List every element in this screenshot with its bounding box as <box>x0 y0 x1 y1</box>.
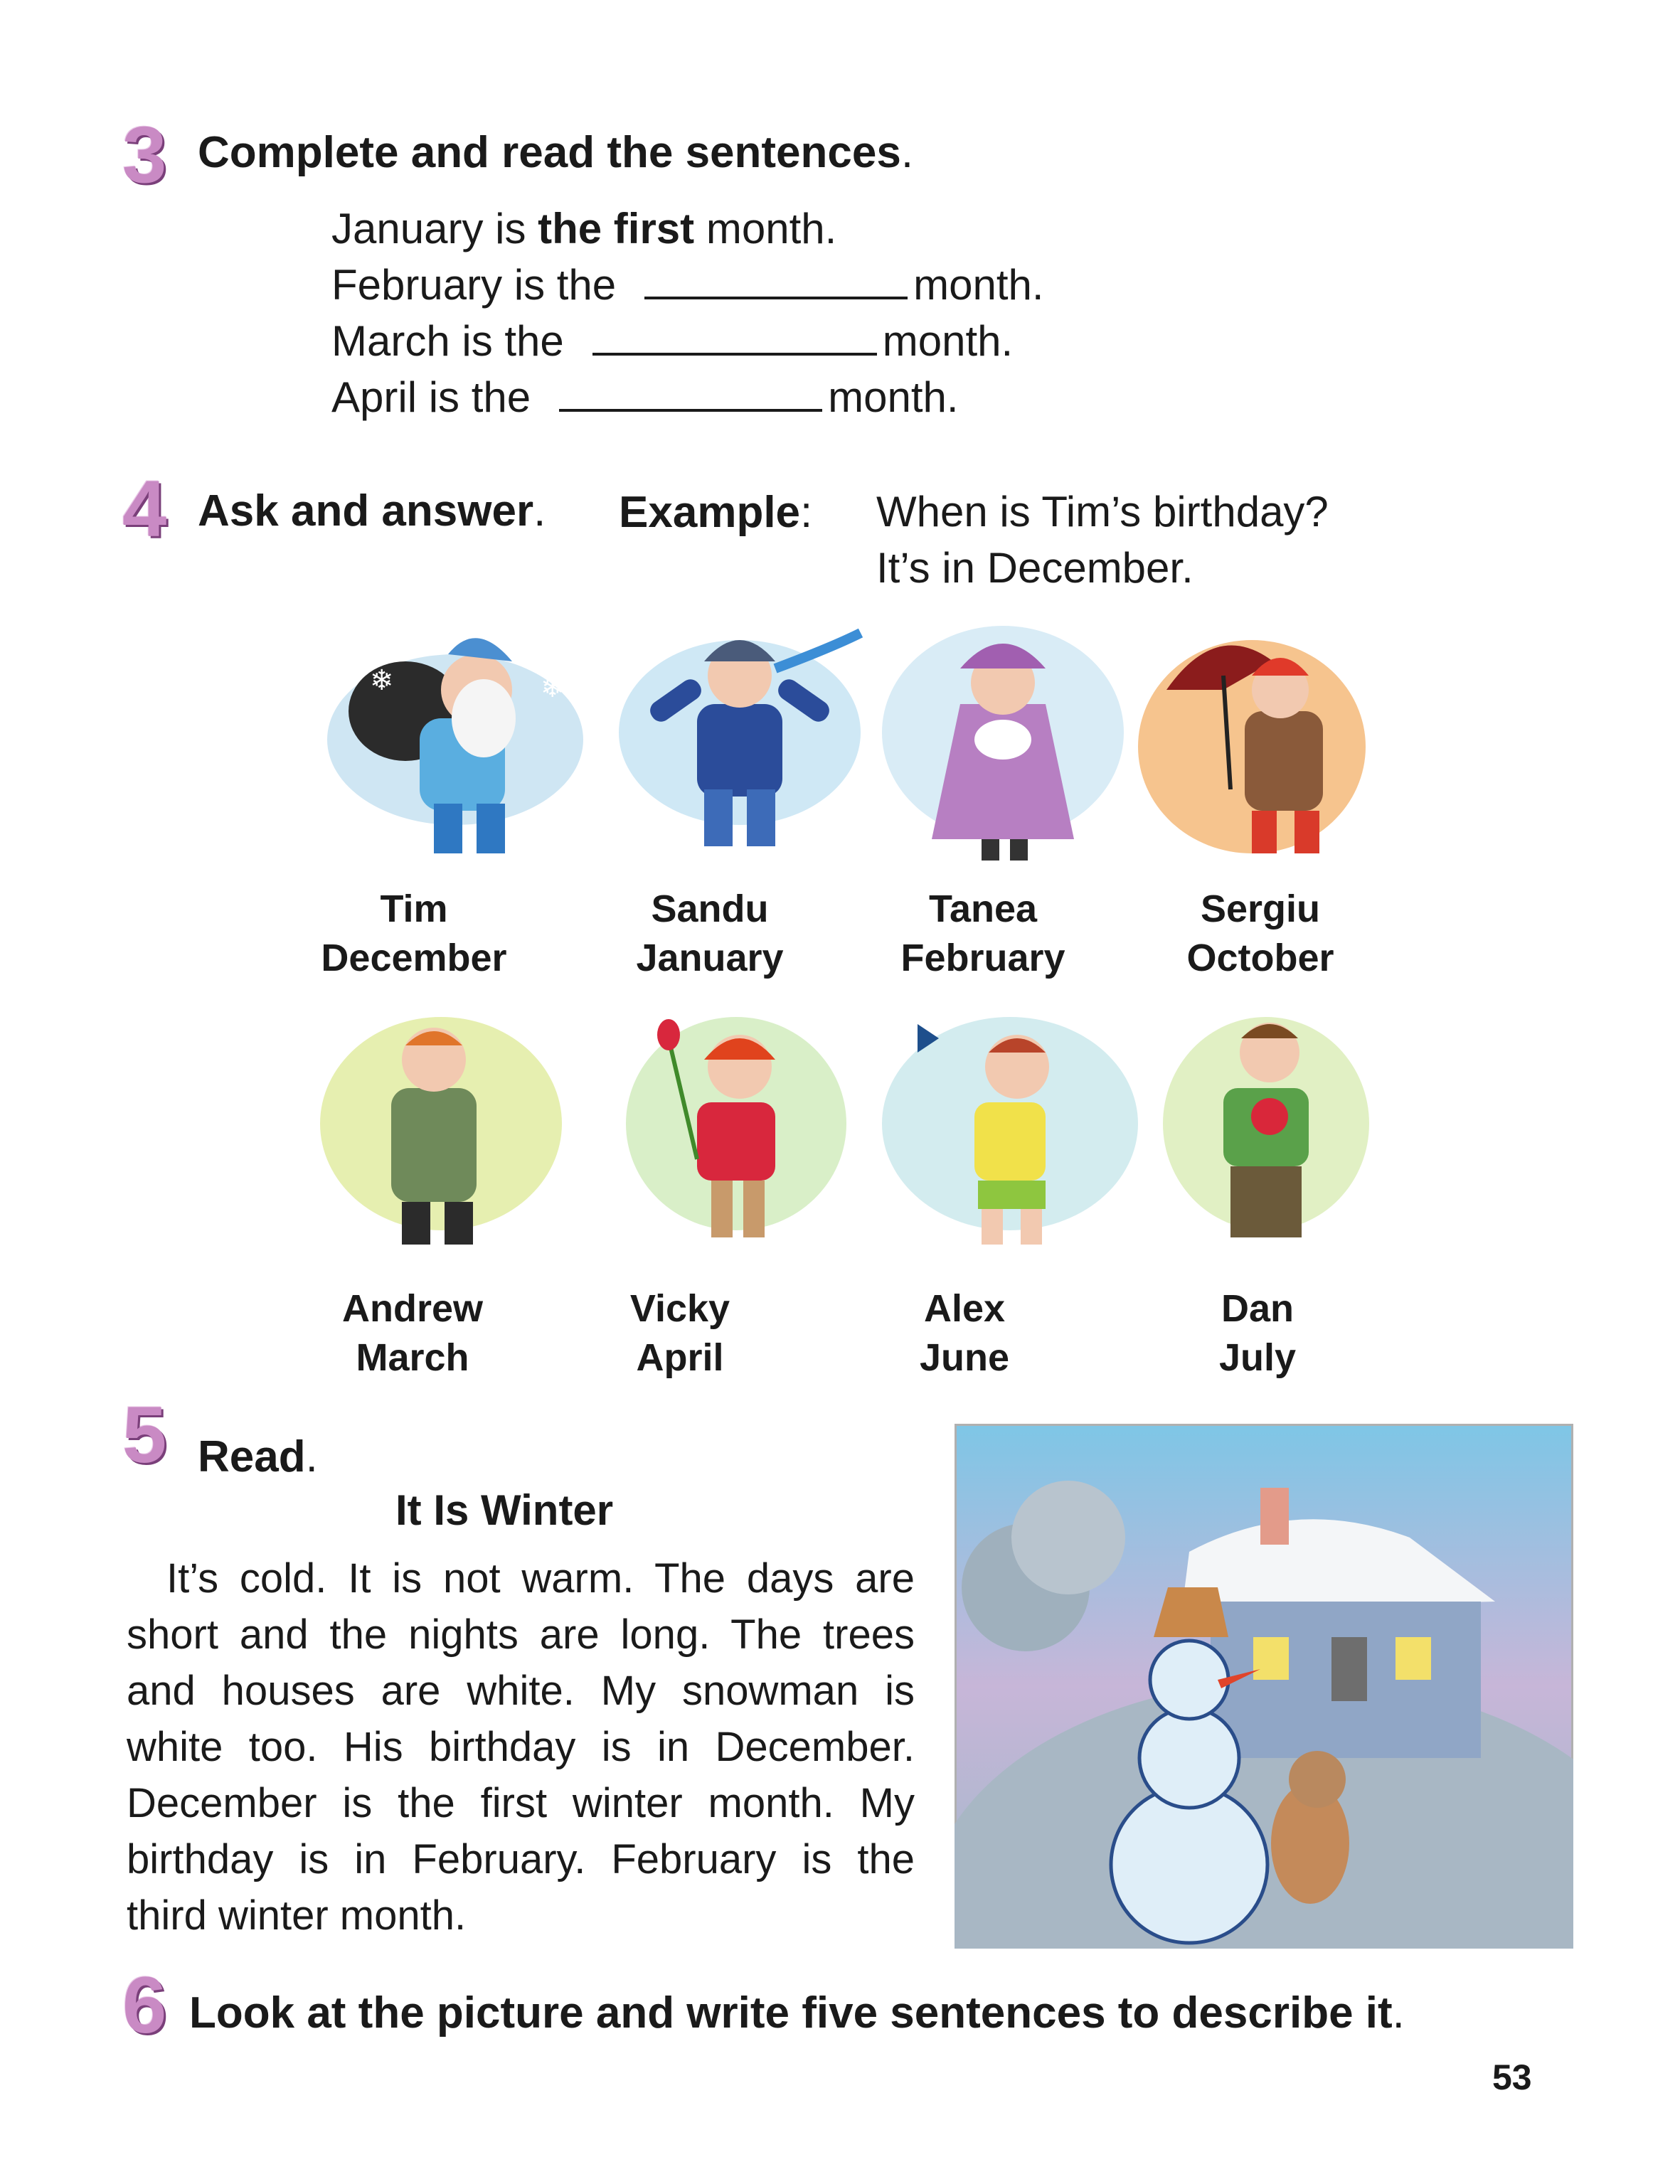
exercise-4-punct: . <box>533 486 546 536</box>
exercise-5-instruction <box>198 1432 318 1481</box>
example-question: When is Tim’s birthday? <box>876 488 1329 536</box>
child-2-month: January <box>636 937 784 979</box>
child-2-name: Sandu <box>651 888 769 930</box>
child-6-month: April <box>636 1336 724 1379</box>
exercise-3-instruction-text: Complete and read the sentences <box>198 128 901 177</box>
exercise-6-punct: . <box>1392 1988 1405 2037</box>
exercise-6-number: 6 <box>122 1961 167 2050</box>
example-answer: It’s in December. <box>876 544 1193 592</box>
tanea-illustration <box>875 604 1131 868</box>
sentence-4 <box>331 373 959 421</box>
sentence-4-blank[interactable] <box>559 376 822 412</box>
child-3-month: February <box>900 937 1065 979</box>
exercise-5-instruction-text: Read <box>198 1432 306 1481</box>
story-paragraph: It’s cold. It is not warm. The days are short and the nights are long. The trees and houses are white. My snowman is white too. His birthday is in December. December is the first winter month. My birthday is in February. February is the third winter month. <box>127 1555 915 1939</box>
child-3-name: Tanea <box>928 888 1038 930</box>
sentence-1-answer: the first <box>538 205 695 252</box>
page-number: 53 <box>1492 2057 1532 2097</box>
child-8-month: July <box>1218 1336 1297 1379</box>
exercise-3-punct: . <box>900 128 914 177</box>
child-card-6 <box>552 1284 808 1383</box>
exercise-6-instruction-text: Look at the picture and write five sentences to describe it <box>189 1988 1393 2037</box>
winter-scene-illustration <box>955 1424 1573 1949</box>
sentence-3-end: month. <box>882 317 1014 365</box>
child-card-5 <box>285 1284 541 1383</box>
child-8-name: Dan <box>1221 1287 1294 1330</box>
child-5-month: March <box>356 1336 469 1379</box>
exercise-4-number: 4 <box>122 464 167 553</box>
sentence-1-end: month. <box>706 205 837 252</box>
exercise-3-number: 3 <box>122 110 167 199</box>
exercise-4-instruction <box>198 486 546 536</box>
sentence-2-end: month. <box>913 261 1044 309</box>
exercise-6-instruction <box>189 1988 1405 2037</box>
child-4-month: October <box>1186 937 1334 979</box>
child-card-7 <box>836 1284 1092 1383</box>
sentence-3-blank[interactable] <box>592 320 877 356</box>
child-card-3 <box>855 885 1111 983</box>
exercise-4-instruction-text: Ask and answer <box>198 486 534 536</box>
sentence-3 <box>331 317 1014 365</box>
alex-illustration <box>875 996 1145 1252</box>
child-card-2 <box>582 885 838 983</box>
story-title: It Is Winter <box>395 1486 614 1534</box>
sentence-2-blank[interactable] <box>644 264 908 299</box>
svg-text:❄: ❄ <box>370 665 394 696</box>
sentence-2 <box>331 261 1044 309</box>
sentence-4-end: month. <box>828 373 959 421</box>
child-5-name: Andrew <box>341 1287 484 1330</box>
child-1-name: Tim <box>380 888 448 930</box>
child-card-1 <box>286 885 542 983</box>
sentence-3-start: March is the <box>331 317 564 365</box>
vicky-illustration <box>619 996 854 1252</box>
svg-text:❄: ❄ <box>541 672 565 703</box>
example-label <box>619 488 813 537</box>
child-card-8 <box>1129 1284 1386 1383</box>
dan-illustration <box>1159 996 1373 1252</box>
exercise-5-punct: . <box>305 1432 318 1481</box>
child-7-name: Alex <box>923 1287 1006 1330</box>
child-6-name: Vicky <box>629 1287 730 1330</box>
child-card-4 <box>1132 885 1388 983</box>
child-7-month: June <box>919 1336 1010 1379</box>
sandu-illustration <box>605 604 875 868</box>
sentence-1-start: January is <box>331 205 526 252</box>
example-colon: : <box>800 488 813 537</box>
tim-illustration <box>313 612 583 868</box>
sentence-1 <box>331 205 837 252</box>
exercise-3-instruction <box>198 128 914 177</box>
child-1-month: December <box>321 937 507 979</box>
exercise-5-number: 5 <box>122 1390 167 1479</box>
sergiu-illustration <box>1138 604 1373 868</box>
sentence-2-start: February is the <box>331 261 617 309</box>
andrew-illustration <box>313 996 569 1252</box>
child-4-name: Sergiu <box>1200 888 1321 930</box>
sentence-4-start: April is the <box>331 373 531 421</box>
story-text <box>127 1550 915 1944</box>
example-label-text: Example <box>619 488 801 537</box>
